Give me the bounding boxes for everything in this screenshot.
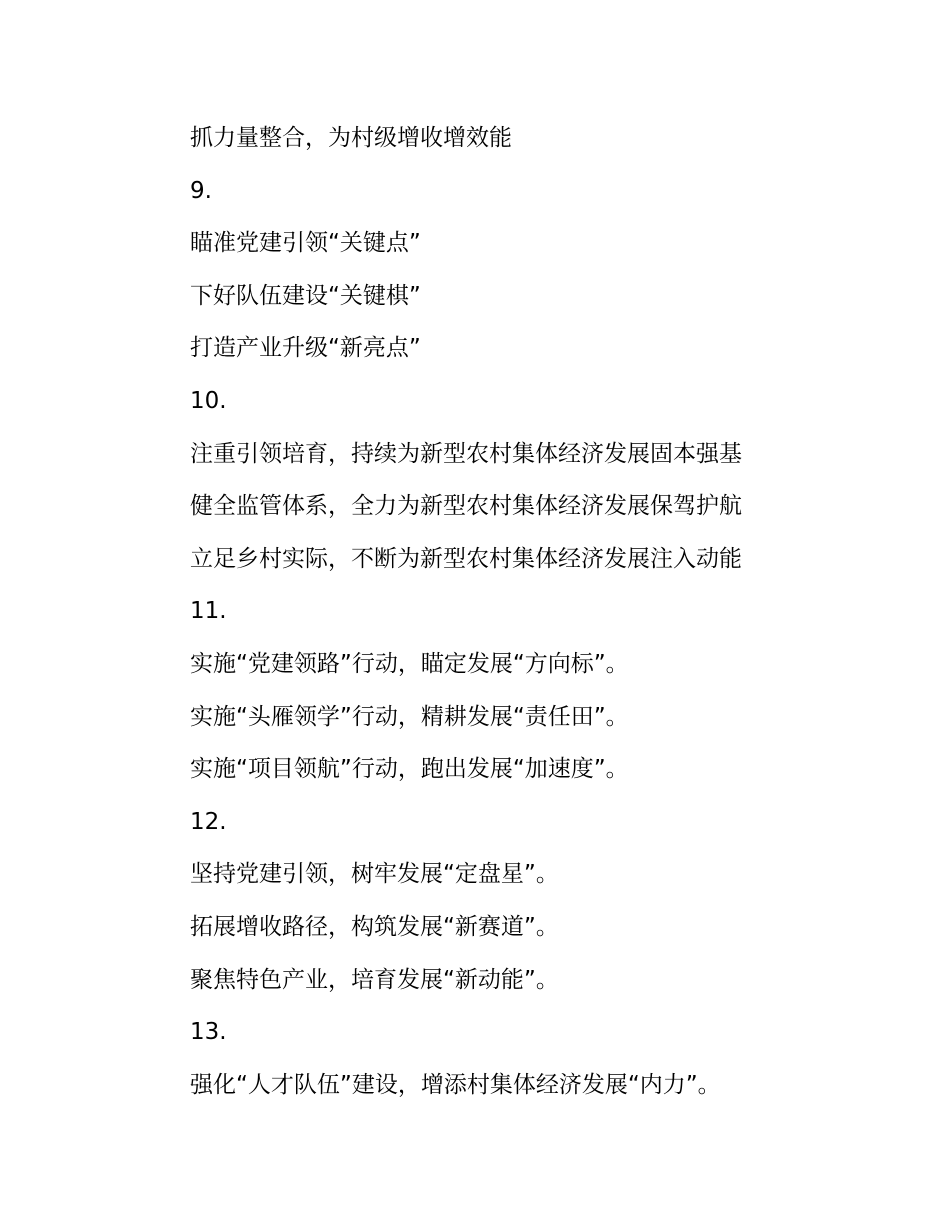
item-number: 13. [190, 1019, 227, 1046]
body-line: 立足乡村实际，不断为新型农村集体经济发展注入动能 [190, 545, 742, 572]
item-number: 11. [190, 598, 227, 625]
body-line: 注重引领培育，持续为新型农村集体经济发展固本强基 [190, 440, 742, 467]
item-number: 10. [190, 387, 227, 414]
body-line: 实施“头雁领学”行动，精耕发展“责任田”。 [190, 703, 629, 730]
item-number: 9. [190, 177, 212, 204]
body-line: 坚持党建引领，树牢发展“定盘星”。 [190, 861, 559, 888]
document-body [190, 112, 810, 1111]
item-number: 12. [190, 808, 227, 835]
body-line: 打造产业升级“新亮点” [190, 335, 421, 362]
body-line: 健全监管体系，全力为新型农村集体经济发展保驾护航 [190, 493, 742, 520]
body-line: 抓力量整合，为村级增收增效能 [190, 125, 512, 151]
body-line: 实施“党建领路”行动，瞄定发展“方向标”。 [190, 650, 629, 677]
body-line: 下好队伍建设“关键棋” [190, 282, 421, 309]
body-line: 拓展增收路径，构筑发展“新赛道”。 [190, 913, 559, 940]
body-line: 强化“人才队伍”建设，增添村集体经济发展“内力”。 [190, 1071, 721, 1098]
body-line: 瞄准党建引领“关键点” [190, 230, 421, 257]
body-line: 实施“项目领航”行动，跑出发展“加速度”。 [190, 756, 629, 783]
body-line: 聚焦特色产业，培育发展“新动能”。 [190, 966, 559, 993]
